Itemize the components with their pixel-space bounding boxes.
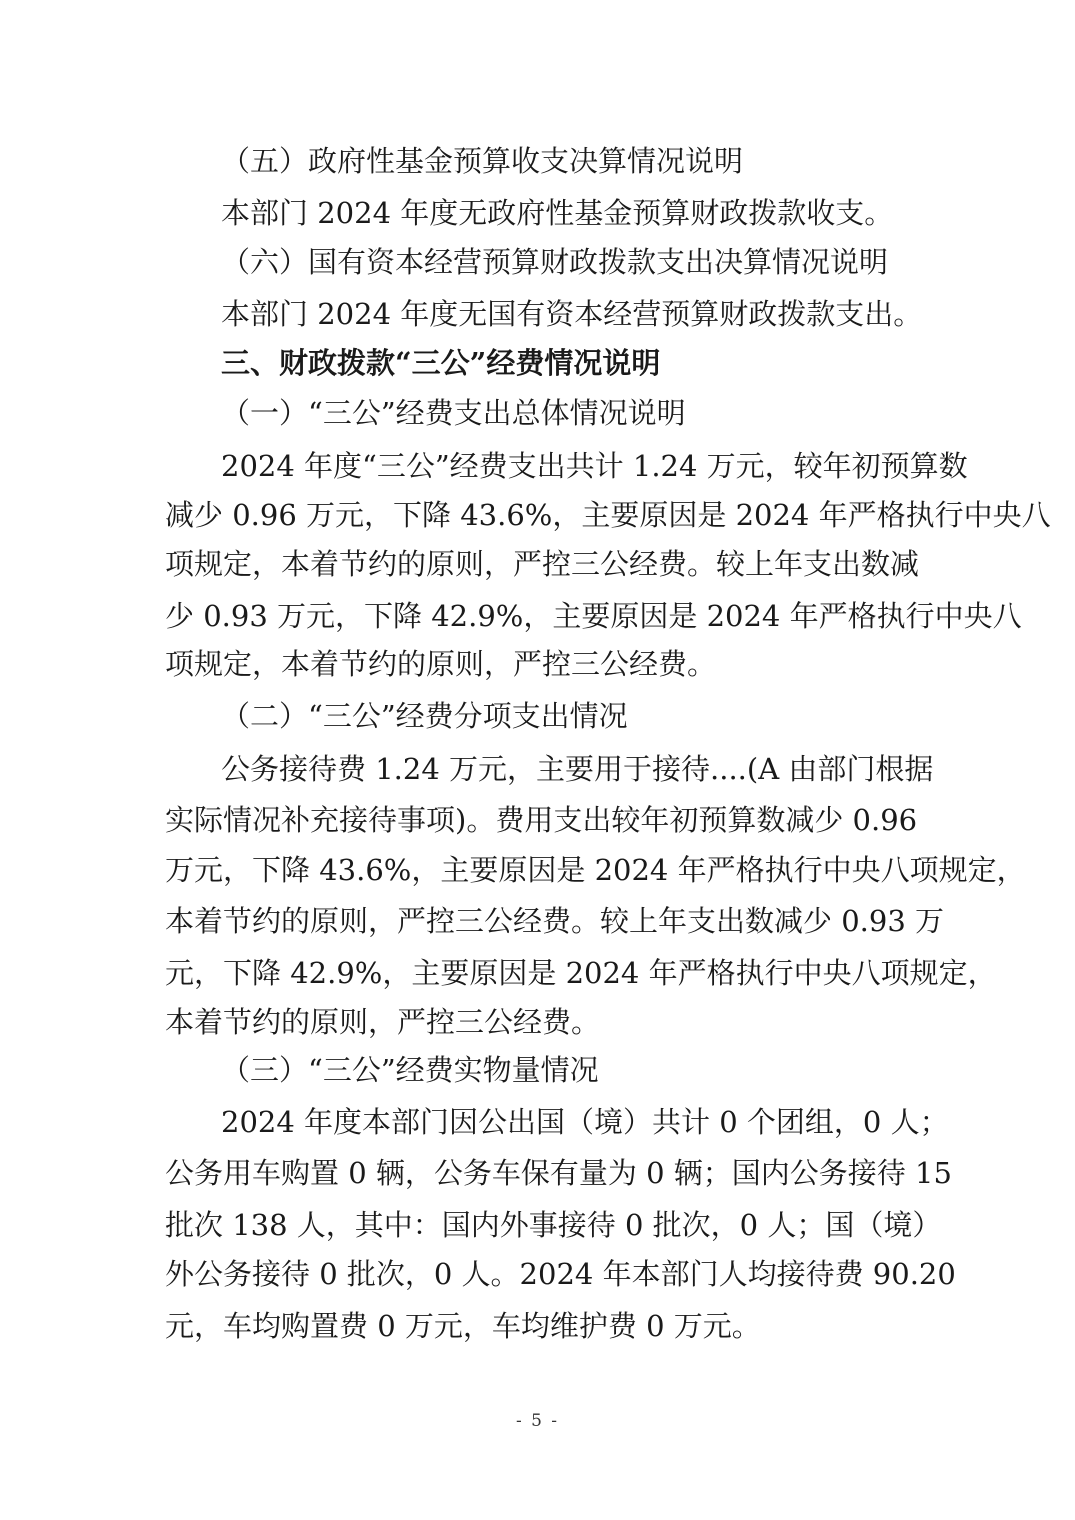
three-public-heading: 三、财政拨款“三公”经费情况说明: [221, 346, 661, 380]
page-number: - 5 -: [515, 1411, 560, 1431]
physical-line: 元，车均购置费 0 万元，车均维护费 0 万元。: [165, 1309, 761, 1343]
itemized-heading: （二）“三公”经费分项支出情况: [221, 699, 628, 733]
itemized-line: 万元，下降 43.6%，主要原因是 2024 年严格执行中央八项规定，: [165, 853, 1026, 887]
itemized-line: 公务接待费 1.24 万元，主要用于接待....(A 由部门根据: [221, 752, 934, 786]
itemized-line: 元，下降 42.9%，主要原因是 2024 年严格执行中央八项规定，: [165, 956, 997, 990]
overall-line: 项规定，本着节约的原则，严控三公经费。: [165, 647, 717, 681]
overall-line: 2024 年度“三公”经费支出共计 1.24 万元，较年初预算数: [221, 449, 968, 483]
itemized-line: 本着节约的原则，严控三公经费。较上年支出数减少 0.93 万: [165, 904, 945, 938]
state-capital-text: 本部门 2024 年度无国有资本经营预算财政拨款支出。: [221, 297, 923, 331]
itemized-line: 实际情况补充接待事项)。费用支出较年初预算数减少 0.96: [165, 803, 918, 837]
physical-heading: （三）“三公”经费实物量情况: [221, 1053, 599, 1087]
physical-line: 外公务接待 0 批次，0 人。2024 年本部门人均接待费 90.20: [165, 1257, 956, 1291]
overall-line: 少 0.93 万元，下降 42.9%，主要原因是 2024 年严格执行中央八: [165, 599, 1022, 633]
physical-line: 批次 138 人，其中：国内外事接待 0 批次，0 人；国（境）: [165, 1208, 942, 1242]
state-capital-heading: （六）国有资本经营预算财政拨款支出决算情况说明: [221, 245, 889, 279]
gov-fund-heading: （五）政府性基金预算收支决算情况说明: [221, 144, 744, 178]
itemized-line: 本着节约的原则，严控三公经费。: [165, 1005, 601, 1039]
physical-line: 2024 年度本部门因公出国（境）共计 0 个团组，0 人；: [221, 1105, 949, 1139]
physical-line: 公务用车购置 0 辆，公务车保有量为 0 辆；国内公务接待 15: [165, 1156, 952, 1190]
gov-fund-text: 本部门 2024 年度无政府性基金预算财政拨款收支。: [221, 196, 894, 230]
overall-line: 项规定，本着节约的原则，严控三公经费。较上年支出数减: [165, 547, 920, 581]
overall-line: 减少 0.96 万元，下降 43.6%，主要原因是 2024 年严格执行中央八: [165, 498, 1051, 532]
overall-heading: （一）“三公”经费支出总体情况说明: [221, 396, 686, 430]
